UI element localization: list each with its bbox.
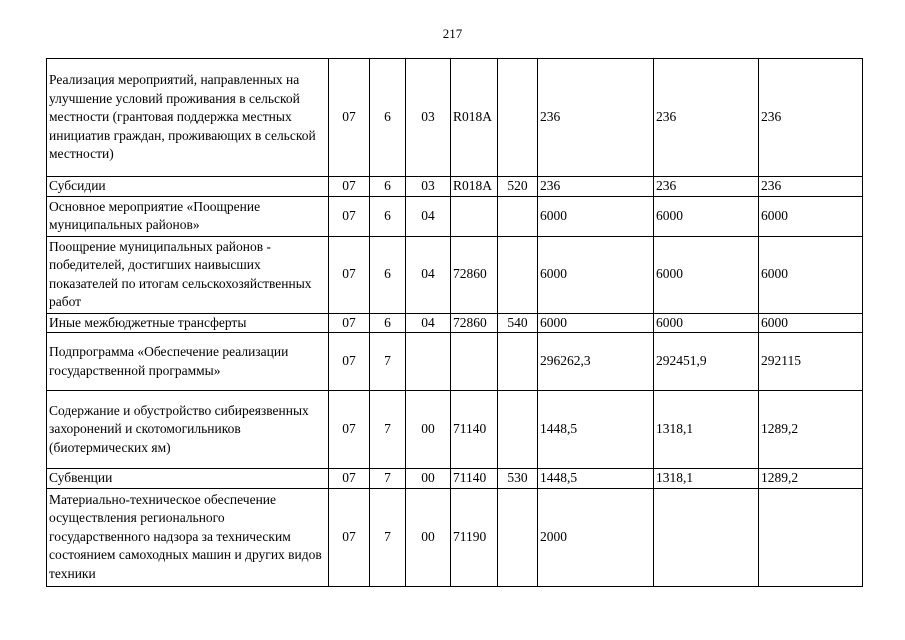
target-code-cell: R018A	[451, 59, 498, 177]
pr-cell: 6	[370, 59, 406, 177]
subprogram-cell: 04	[406, 196, 451, 236]
expense-type-cell	[498, 196, 538, 236]
pr-cell: 7	[370, 488, 406, 586]
amount-year3-cell: 292115	[759, 333, 863, 391]
rz-cell: 07	[329, 488, 370, 586]
budget-table	[46, 58, 863, 587]
amount-year2-cell: 6000	[654, 196, 759, 236]
rz-cell: 07	[329, 196, 370, 236]
rz-cell: 07	[329, 177, 370, 197]
amount-year2-cell: 236	[654, 177, 759, 197]
expense-type-cell	[498, 59, 538, 177]
rz-cell: 07	[329, 469, 370, 489]
subprogram-cell: 04	[406, 313, 451, 333]
rz-cell: 07	[329, 391, 370, 469]
row-name-cell: Содержание и обустройство сибиреязвенных захоронений и скотомогильников (биотермических ям)	[47, 391, 329, 469]
pr-cell: 6	[370, 236, 406, 313]
rz-cell: 07	[329, 313, 370, 333]
amount-year3-cell: 1289,2	[759, 391, 863, 469]
amount-year3-cell: 236	[759, 59, 863, 177]
amount-year2-cell: 1318,1	[654, 391, 759, 469]
row-name-cell: Подпрограмма «Обеспечение реализации государственной программы»	[47, 333, 329, 391]
amount-year1-cell: 6000	[538, 196, 654, 236]
target-code-cell: 71190	[451, 488, 498, 586]
amount-year1-cell: 6000	[538, 236, 654, 313]
expense-type-cell	[498, 488, 538, 586]
table-row	[47, 488, 863, 586]
target-code-cell: R018A	[451, 177, 498, 197]
amount-year1-cell: 2000	[538, 488, 654, 586]
subprogram-cell: 04	[406, 236, 451, 313]
row-name-cell: Субвенции	[47, 469, 329, 489]
expense-type-cell	[498, 236, 538, 313]
row-name-cell: Реализация мероприятий, направленных на улучшение условий проживания в сельской местности (грантовая поддержка местных инициатив граждан, проживающих в сельской местности)	[47, 59, 329, 177]
rz-cell: 07	[329, 236, 370, 313]
amount-year1-cell: 6000	[538, 313, 654, 333]
subprogram-cell	[406, 333, 451, 391]
table-row	[47, 469, 863, 489]
rz-cell: 07	[329, 59, 370, 177]
amount-year3-cell: 236	[759, 177, 863, 197]
table-row	[47, 391, 863, 469]
amount-year3-cell: 6000	[759, 313, 863, 333]
subprogram-cell: 00	[406, 469, 451, 489]
amount-year3-cell: 6000	[759, 236, 863, 313]
amount-year3-cell: 1289,2	[759, 469, 863, 489]
pr-cell: 6	[370, 177, 406, 197]
target-code-cell	[451, 333, 498, 391]
row-name-cell: Основное мероприятие «Поощрение муниципальных районов»	[47, 196, 329, 236]
table-row	[47, 333, 863, 391]
table-row	[47, 196, 863, 236]
expense-type-cell	[498, 391, 538, 469]
table-row	[47, 177, 863, 197]
amount-year3-cell	[759, 488, 863, 586]
table-row	[47, 59, 863, 177]
table-row	[47, 236, 863, 313]
pr-cell: 6	[370, 313, 406, 333]
amount-year2-cell: 236	[654, 59, 759, 177]
amount-year1-cell: 1448,5	[538, 391, 654, 469]
target-code-cell	[451, 196, 498, 236]
row-name-cell: Субсидии	[47, 177, 329, 197]
amount-year2-cell: 292451,9	[654, 333, 759, 391]
amount-year1-cell: 296262,3	[538, 333, 654, 391]
expense-type-cell: 530	[498, 469, 538, 489]
amount-year1-cell: 236	[538, 59, 654, 177]
amount-year1-cell: 1448,5	[538, 469, 654, 489]
subprogram-cell: 00	[406, 488, 451, 586]
pr-cell: 6	[370, 196, 406, 236]
pr-cell: 7	[370, 333, 406, 391]
target-code-cell: 71140	[451, 469, 498, 489]
amount-year2-cell: 6000	[654, 313, 759, 333]
row-name-cell: Материально-техническое обеспечение осуществления регионального государственного надзора за техническим состоянием самоходных машин и других видов техники	[47, 488, 329, 586]
amount-year2-cell: 6000	[654, 236, 759, 313]
subprogram-cell: 03	[406, 59, 451, 177]
amount-year2-cell: 1318,1	[654, 469, 759, 489]
pr-cell: 7	[370, 391, 406, 469]
amount-year3-cell: 6000	[759, 196, 863, 236]
expense-type-cell	[498, 333, 538, 391]
row-name-cell: Поощрение муниципальных районов - победителей, достигших наивысших показателей по итогам сельскохозяйственных работ	[47, 236, 329, 313]
subprogram-cell: 03	[406, 177, 451, 197]
expense-type-cell: 540	[498, 313, 538, 333]
page-number: 217	[442, 26, 463, 41]
target-code-cell: 71140	[451, 391, 498, 469]
target-code-cell: 72860	[451, 313, 498, 333]
row-name-cell: Иные межбюджетные трансферты	[47, 313, 329, 333]
amount-year1-cell: 236	[538, 177, 654, 197]
subprogram-cell: 00	[406, 391, 451, 469]
amount-year2-cell	[654, 488, 759, 586]
expense-type-cell: 520	[498, 177, 538, 197]
target-code-cell: 72860	[451, 236, 498, 313]
table-row	[47, 313, 863, 333]
pr-cell: 7	[370, 469, 406, 489]
rz-cell: 07	[329, 333, 370, 391]
